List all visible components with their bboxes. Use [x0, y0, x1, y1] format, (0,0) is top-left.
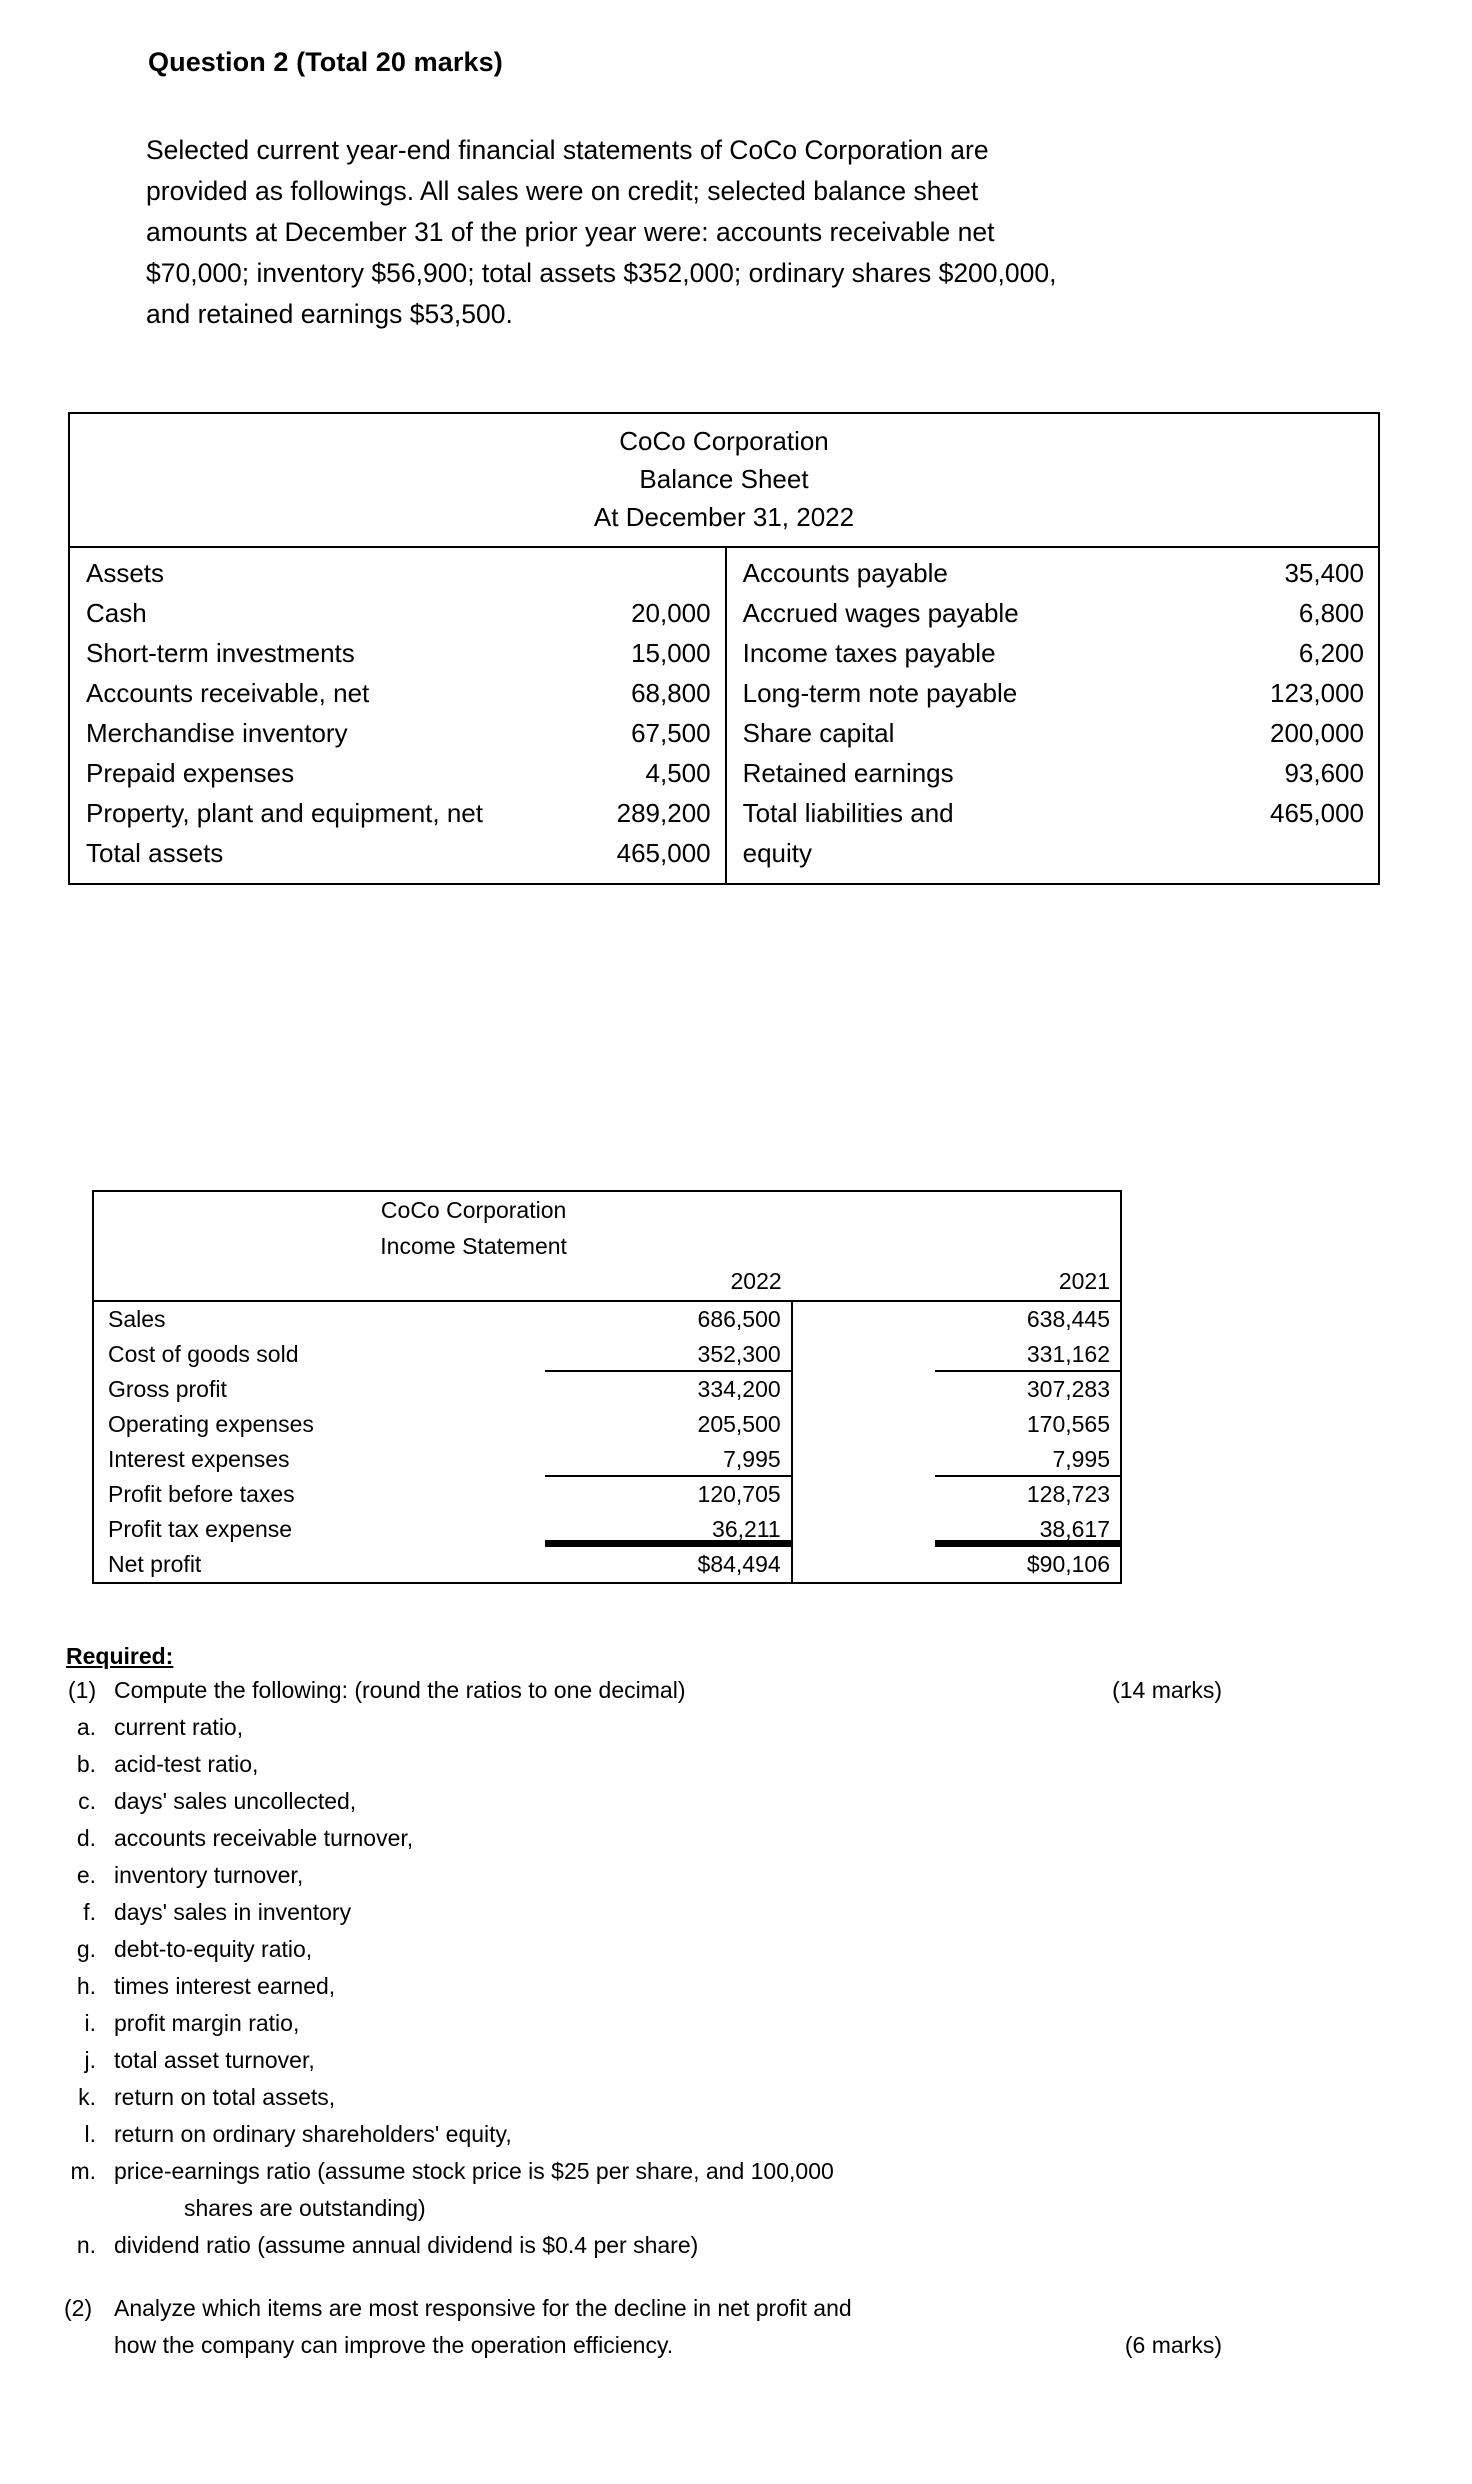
- is-row-2022: 334,200: [545, 1372, 791, 1407]
- is-row-label: Operating expenses: [108, 1411, 314, 1437]
- table-row: [94, 1302, 1120, 1337]
- list-item: [62, 2153, 1222, 2190]
- is-row-2022: 205,500: [545, 1407, 791, 1442]
- is-row-gap: [792, 1372, 936, 1407]
- sub-item-letter: n.: [76, 2232, 96, 2258]
- question-title: Question 2 (Total 20 marks): [148, 47, 503, 77]
- list-item: [62, 1894, 1222, 1931]
- liability-amount: 6,800: [1298, 598, 1364, 628]
- balance-sheet-liabilities-column: [727, 548, 1378, 883]
- sub-item-text: return on ordinary shareholders' equity,: [114, 2121, 512, 2147]
- liability-amount: 6,200: [1298, 638, 1364, 668]
- asset-amount: 465,000: [616, 838, 711, 868]
- liability-amount: 200,000: [1270, 718, 1364, 748]
- liability-amount: 93,600: [1284, 758, 1364, 788]
- income-statement-company: CoCo Corporation: [380, 1197, 567, 1223]
- is-row-label: Profit before taxes: [108, 1481, 295, 1507]
- header-gap-cell: [792, 1264, 936, 1298]
- intro-line: $70,000; inventory $56,900; total assets $352,000; ordinary shares $200,000,: [146, 258, 1057, 288]
- sub-item-letter: m.: [70, 2158, 96, 2184]
- list-item: [62, 1968, 1222, 2005]
- is-row-gap: [792, 1337, 936, 1372]
- liability-amount: 465,000: [1270, 798, 1364, 828]
- is-row-2022: 120,705: [545, 1477, 791, 1512]
- is-row-2022: 7,995: [545, 1442, 791, 1477]
- sub-item-letter: l.: [84, 2121, 96, 2147]
- asset-amount: 289,200: [616, 798, 711, 828]
- assets-heading: Assets: [86, 558, 165, 588]
- asset-label: Total assets: [86, 838, 224, 868]
- income-statement-company-line: [94, 1192, 1120, 1228]
- required-item-2-body: [114, 2290, 1222, 2364]
- table-row: [94, 1547, 1120, 1582]
- liability-label: Income taxes payable: [742, 638, 996, 668]
- table-header-row: [94, 1264, 1120, 1298]
- sub-item-letter: h.: [76, 1973, 96, 1999]
- sub-item-text: dividend ratio (assume annual dividend is $0.4 per share): [114, 2232, 699, 2258]
- table-row: [94, 1442, 1120, 1477]
- sub-item-text: current ratio,: [114, 1714, 244, 1740]
- sub-item-letter: i.: [84, 2010, 96, 2036]
- list-item: [62, 1709, 1222, 1746]
- table-row: [94, 1407, 1120, 1442]
- sub-item-text: price-earnings ratio (assume stock price is $25 per share, and 100,000: [114, 2158, 834, 2184]
- table-row: [727, 793, 1378, 833]
- is-row-label: Sales: [108, 1306, 166, 1332]
- list-item: [62, 2116, 1222, 2153]
- is-row-gap: [792, 1302, 936, 1337]
- required-item-1: [62, 1672, 1222, 1709]
- balance-sheet-title: Balance Sheet: [639, 464, 809, 494]
- liability-label: Accounts payable: [742, 558, 948, 588]
- income-statement-table: [92, 1190, 1122, 1584]
- is-row-2021: 128,723: [1026, 1481, 1110, 1507]
- required-sub-list: [62, 1709, 1222, 2264]
- is-row-gap: [792, 1512, 936, 1547]
- table-row: [70, 633, 725, 673]
- asset-label: Cash: [86, 598, 147, 628]
- liability-amount: 123,000: [1270, 678, 1364, 708]
- is-row-2021: 38,617: [935, 1512, 1120, 1547]
- is-row-2022: 352,300: [545, 1337, 791, 1372]
- is-row-label: Net profit: [108, 1551, 202, 1577]
- asset-amount: 20,000: [631, 598, 711, 628]
- table-row: [94, 1512, 1120, 1547]
- sub-item-letter: k.: [78, 2084, 96, 2110]
- is-row-2021: $90,106: [1026, 1551, 1110, 1577]
- list-item: [62, 1746, 1222, 1783]
- income-statement-year-header: [94, 1264, 1120, 1298]
- sub-item-letter: b.: [76, 1751, 96, 1777]
- is-row-gap: [792, 1442, 936, 1477]
- is-row-2021: 331,162: [935, 1337, 1120, 1372]
- required-item-1-marks: (14 marks): [1112, 1677, 1222, 1703]
- sub-item-letter: f.: [83, 1899, 96, 1925]
- sub-item-letter: e.: [76, 1862, 96, 1888]
- header-blank-cell: [94, 1264, 545, 1298]
- sub-item-text: inventory turnover,: [114, 1862, 304, 1888]
- income-statement-title-line: [94, 1228, 1120, 1264]
- list-item: [62, 1857, 1222, 1894]
- asset-amount: 15,000: [631, 638, 711, 668]
- is-row-label: Gross profit: [108, 1376, 227, 1402]
- list-item: [62, 2005, 1222, 2042]
- table-row: [70, 673, 725, 713]
- required-section: [62, 1640, 1222, 2364]
- list-item: [62, 2079, 1222, 2116]
- table-row: [70, 593, 725, 633]
- table-row: [727, 593, 1378, 633]
- required-item-2: [62, 2290, 1222, 2364]
- balance-sheet-company: CoCo Corporation: [619, 426, 829, 456]
- sub-item-letter: d.: [76, 1825, 96, 1851]
- balance-sheet-assets-column: [70, 548, 727, 883]
- balance-sheet-date: At December 31, 2022: [593, 502, 855, 532]
- is-row-2022: $84,494: [545, 1547, 791, 1582]
- required-item-2-line2: how the company can improve the operation efficiency.: [114, 2332, 674, 2358]
- required-item-2-line1: Analyze which items are most responsive for the decline in net profit and: [114, 2295, 852, 2321]
- sub-item-letter: g.: [76, 1936, 96, 1962]
- list-item: [62, 1820, 1222, 1857]
- required-item-1-number: (1): [68, 1677, 97, 1703]
- liability-label: Accrued wages payable: [742, 598, 1019, 628]
- table-row: [70, 833, 725, 873]
- table-row: [94, 1337, 1120, 1372]
- liability-label-wrap: equity: [742, 838, 812, 868]
- sub-item-text: return on total assets,: [114, 2084, 336, 2110]
- table-row: [727, 833, 1378, 873]
- table-row: [70, 753, 725, 793]
- table-row: [727, 553, 1378, 593]
- intro-line: provided as followings. All sales were on credit; selected balance sheet: [146, 176, 979, 206]
- assets-heading-row: [70, 553, 725, 593]
- asset-label: Prepaid expenses: [86, 758, 295, 788]
- asset-label: Accounts receivable, net: [86, 678, 370, 708]
- is-row-2021: 307,283: [1026, 1376, 1110, 1402]
- is-row-2021: 7,995: [935, 1442, 1120, 1477]
- balance-sheet-header: [70, 414, 1378, 548]
- is-row-gap: [792, 1477, 936, 1512]
- table-row: [727, 753, 1378, 793]
- liability-label: Share capital: [742, 718, 895, 748]
- asset-label: Merchandise inventory: [86, 718, 348, 748]
- sub-item-text: days' sales in inventory: [114, 1899, 352, 1925]
- intro-line: and retained earnings $53,500.: [146, 299, 513, 329]
- sub-item-continuation: shares are outstanding): [184, 2195, 426, 2221]
- sub-item-text: profit margin ratio,: [114, 2010, 300, 2036]
- table-row: [70, 713, 725, 753]
- sub-item-text: total asset turnover,: [114, 2047, 315, 2073]
- table-row: [727, 633, 1378, 673]
- sub-item-text: times interest earned,: [114, 1973, 336, 1999]
- liability-amount: 35,400: [1284, 558, 1364, 588]
- header-year-2022: 2022: [730, 1268, 782, 1294]
- required-item-2-marks: (6 marks): [1124, 2332, 1222, 2358]
- list-item: [62, 1931, 1222, 1968]
- income-statement-header: [94, 1192, 1120, 1302]
- income-statement-body: [94, 1302, 1120, 1582]
- asset-label: Short-term investments: [86, 638, 355, 668]
- is-row-label: Interest expenses: [108, 1446, 290, 1472]
- is-row-label: Profit tax expense: [108, 1516, 293, 1542]
- is-row-gap: [792, 1547, 936, 1582]
- table-row: [727, 673, 1378, 713]
- is-row-label: Cost of goods sold: [108, 1341, 299, 1367]
- sub-item-letter: a.: [76, 1714, 96, 1740]
- required-item-1-text: Compute the following: (round the ratios to one decimal): [114, 1677, 686, 1703]
- liability-label: Retained earnings: [742, 758, 954, 788]
- asset-amount: 67,500: [631, 718, 711, 748]
- liability-label: Total liabilities and: [742, 798, 954, 828]
- list-item: [62, 1783, 1222, 1820]
- sub-item-text: debt-to-equity ratio,: [114, 1936, 313, 1962]
- header-year-2021: 2021: [1058, 1268, 1110, 1294]
- table-row: [727, 713, 1378, 753]
- income-statement-title: Income Statement: [380, 1233, 567, 1259]
- asset-amount: 4,500: [645, 758, 711, 788]
- required-heading: Required:: [66, 1643, 174, 1669]
- intro-line: amounts at December 31 of the prior year were: accounts receivable net: [146, 217, 995, 247]
- list-item: [62, 2042, 1222, 2079]
- liability-label: Long-term note payable: [742, 678, 1018, 708]
- sub-item-text: accounts receivable turnover,: [114, 1825, 414, 1851]
- table-row: [94, 1477, 1120, 1512]
- sub-item-letter: c.: [78, 1788, 96, 1814]
- is-row-2022: 686,500: [545, 1302, 791, 1337]
- intro-line: Selected current year-end financial statements of CoCo Corporation are: [146, 135, 989, 165]
- list-item: [62, 2227, 1222, 2264]
- asset-amount: 68,800: [631, 678, 711, 708]
- is-row-2021: 638,445: [1026, 1306, 1110, 1332]
- sub-item-letter: j.: [84, 2047, 96, 2073]
- balance-sheet-table: [68, 412, 1380, 885]
- question-intro: [146, 130, 1246, 335]
- required-item-2-number: (2): [64, 2295, 93, 2321]
- sub-item-text: days' sales uncollected,: [114, 1788, 357, 1814]
- asset-label: Property, plant and equipment, net: [86, 798, 483, 828]
- sub-item-text: acid-test ratio,: [114, 1751, 259, 1777]
- is-row-2021: 170,565: [1026, 1411, 1110, 1437]
- table-row: [94, 1372, 1120, 1407]
- required-item-2-line2-row: [114, 2327, 1222, 2364]
- is-row-gap: [792, 1407, 936, 1442]
- is-row-2022: 36,211: [545, 1512, 791, 1547]
- table-row: [70, 793, 725, 833]
